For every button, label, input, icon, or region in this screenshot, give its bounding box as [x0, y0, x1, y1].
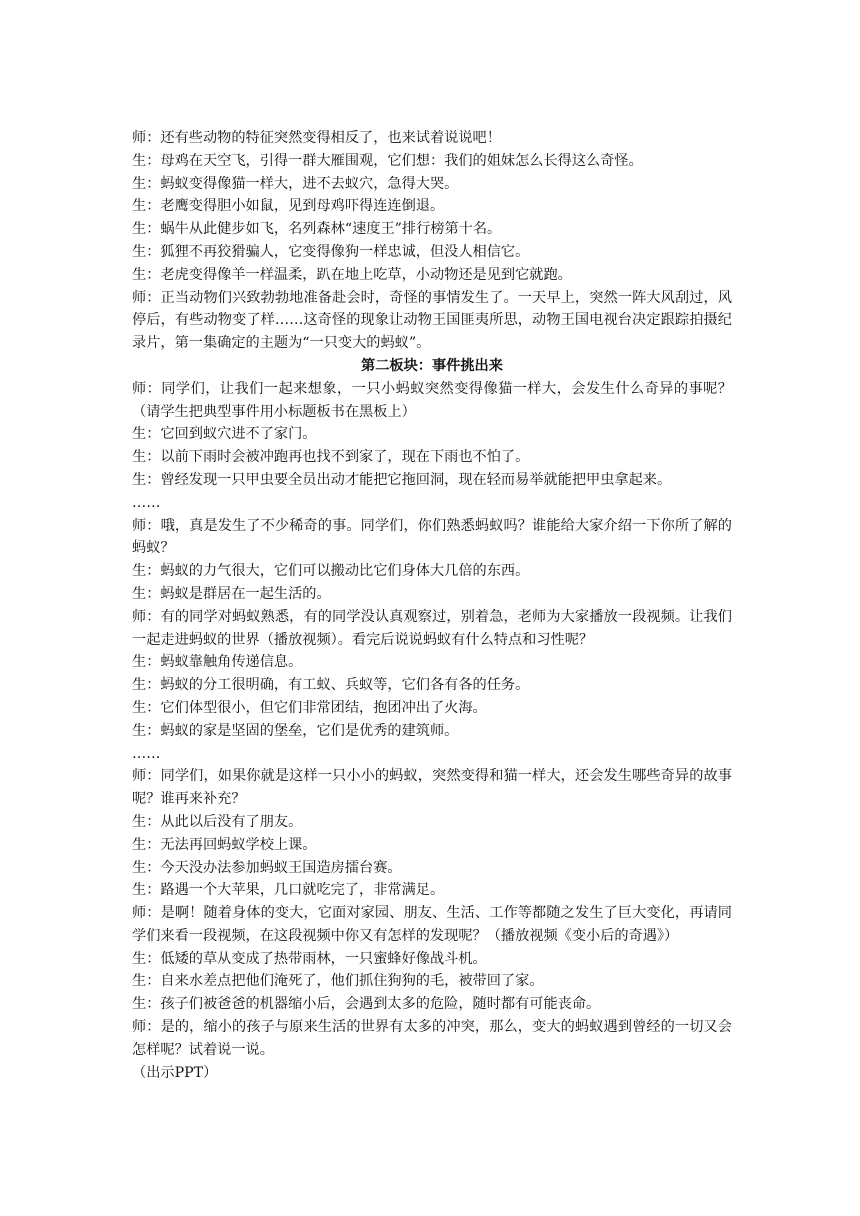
dialogue-line: 生：蚂蚁靠触角传递信息。 [132, 654, 303, 671]
dialogue-line: 生：它们体型很小，但它们非常团结，抱团冲出了火海。 [132, 699, 487, 716]
dialogue-line: 生：老虎变得像羊一样温柔，趴在地上吃草，小动物还是见到它就跑。 [132, 266, 572, 283]
ellipsis-line: …… [132, 745, 161, 762]
dialogue-line: 生：蜗牛从此健步如飞，名列森林“速度王”排行榜第十名。 [132, 221, 502, 238]
dialogue-line: 生：孩子们被爸爸的机器缩小后，会遇到太多的危险，随时都有可能丧命。 [132, 996, 601, 1013]
dialogue-line: 师：同学们，让我们一起来想象，一只小蚂蚁突然变得像猫一样大，会发生什么奇异的事呢？（请学生把典型事件用小标题板书在黑板上） [132, 380, 732, 420]
dialogue-line: 生：路遇一个大苹果，几口就吃完了，非常满足。 [132, 882, 445, 899]
dialogue-line: 生：蚂蚁是群居在一起生活的。 [132, 585, 331, 602]
section-heading: 第二板块：事件挑出来 [361, 357, 503, 374]
dialogue-line: 生：蚂蚁变得像猫一样大，进不去蚁穴，急得大哭。 [132, 175, 459, 192]
ellipsis-line: …… [132, 494, 161, 511]
dialogue-line: 生：蚂蚁的分工很明确，有工蚁、兵蚁等，它们各有各的任务。 [132, 677, 530, 694]
dialogue-line: 师：是啊！随着身体的变大，它面对家园、朋友、生活、工作等都随之发生了巨大变化，再请同学们来看一段视频，在这段视频中你又有怎样的发现呢？（播放视频《变小后的奇遇》） [132, 905, 732, 944]
dialogue-line: 师：还有些动物的特征突然变得相反了，也来试着说说吧！ [132, 130, 501, 146]
document-body [132, 127, 732, 1084]
dialogue-block-2 [132, 378, 732, 1085]
dialogue-block-1 [132, 127, 732, 355]
dialogue-line: 师：哦，真是发生了不少稀奇的事。同学们，你们熟悉蚂蚁吗？谁能给大家介绍一下你所了解的蚂蚁？ [132, 517, 732, 557]
dialogue-line: 生：老鹰变得胆小如鼠，见到母鸡吓得连连倒退。 [132, 198, 445, 215]
dialogue-line: 生：以前下雨时会被冲跑再也找不到家了，现在下雨也不怕了。 [132, 449, 530, 466]
dialogue-line: 生：自来水差点把他们淹死了，他们抓住狗狗的毛，被带回了家。 [132, 973, 544, 990]
dialogue-line: 生：狐狸不再狡猾骗人，它变得像狗一样忠诚，但没人相信它。 [132, 243, 530, 260]
dialogue-line: 生：低矮的草从变成了热带雨林，一只蜜蜂好像战斗机。 [132, 950, 487, 967]
stage-direction: （出示PPT） [132, 1064, 218, 1081]
dialogue-line: 生：蚂蚁的力气很大，它们可以搬动比它们身体大几倍的东西。 [132, 563, 530, 580]
dialogue-line: 师：是的，缩小的孩子与原来生活的世界有太多的冲突，那么，变大的蚂蚁遇到曾经的一切又会怎样呢？试着说一说。 [132, 1019, 732, 1058]
dialogue-line: 生：蚂蚁的家是坚固的堡垒，它们是优秀的建筑师。 [132, 722, 459, 739]
dialogue-line: 生：今天没办法参加蚂蚁王国造房擂台赛。 [132, 859, 402, 876]
dialogue-line: 生：无法再回蚂蚁学校上课。 [132, 836, 317, 853]
dialogue-line: 师：同学们，如果你就是这样一只小小的蚂蚁，突然变得和猫一样大，还会发生哪些奇异的故事呢？谁再来补充？ [132, 768, 732, 808]
dialogue-line: 生：从此以后没有了朋友。 [132, 813, 303, 830]
dialogue-line: 生：曾经发现一只甲虫要全员出动才能把它拖回洞，现在轻而易举就能把甲虫拿起来。 [132, 471, 672, 488]
dialogue-line: 生：它回到蚁穴进不了家门。 [132, 426, 317, 443]
dialogue-line: 师：正当动物们兴致勃勃地准备赴会时，奇怪的事情发生了。一天早上，突然一阵大风刮过，风停后，有些动物变了样……这奇怪的现象让动物王国匪夷所思，动物王国电视台决定跟踪拍摄纪录片，第一集确定的主题为“一只变大的蚂蚁”。 [132, 289, 732, 352]
dialogue-line: 师：有的同学对蚂蚁熟悉，有的同学没认真观察过，别着急，老师为大家播放一段视频。让我们一起走进蚂蚁的世界（播放视频）。看完后说说蚂蚁有什么特点和习性呢？ [132, 608, 732, 648]
dialogue-line: 生：母鸡在天空飞，引得一群大雁围观，它们想：我们的姐妹怎么长得这么奇怪。 [132, 152, 643, 169]
